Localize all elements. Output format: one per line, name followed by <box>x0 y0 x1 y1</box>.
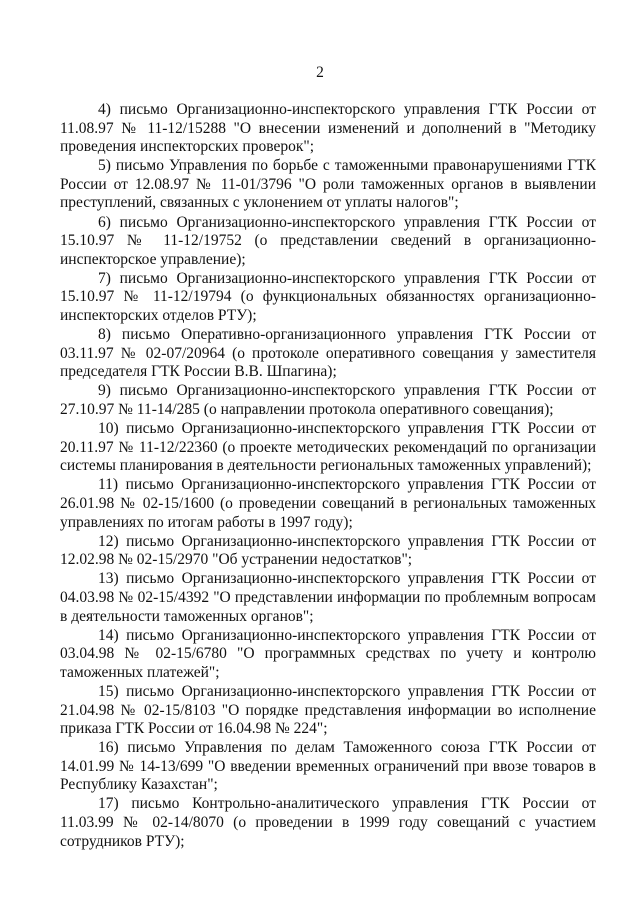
list-item: 10) письмо Организационно-инспекторского управления ГТК России от 20.11.97 № 11-12/22360 (о проекте методических рекомендаций по организации системы планирования в деятельности региональных таможенных управлений); <box>60 420 596 475</box>
list-item: 6) письмо Организационно-инспекторского управления ГТК России от 15.10.97 № 11-12/19752 (о представлении сведений в организационно-инспекторское управление); <box>60 213 596 268</box>
list-item: 8) письмо Оперативно-организационного управления ГТК России от 03.11.97 № 02-07/20964 (о протоколе оперативного совещания у заместителя председателя ГТК России В.В. Шпагина); <box>60 326 596 381</box>
list-item: 11) письмо Организационно-инспекторского управления ГТК России от 26.01.98 № 02-15/1600 (о проведении совещаний в региональных таможенных управлениях по итогам работы в 1997 году); <box>60 476 596 531</box>
list-item: 15) письмо Организационно-инспекторского управления ГТК России от 21.04.98 № 02-15/8103 "О порядке представления информации во исполнение приказа ГТК России от 16.04.98 № 224"; <box>60 682 596 738</box>
list-item: 4) письмо Организационно-инспекторского управления ГТК России от 11.08.97 № 11-12/15288 "О внесении изменений и дополнений в "Методику проведения инспекторских проверок"; <box>60 101 596 156</box>
list-item: 16) письмо Управления по делам Таможенного союза ГТК России от 14.01.99 № 14-13/699 "О введении временных ограничений при ввозе товаров в Республику Казахстан"; <box>60 739 596 794</box>
list-item: 5) письмо Управления по борьбе с таможенными правонарушениями ГТК России от 12.08.97 № 11-01/3796 "О роли таможенных органов в выявлении преступлений, связанных с уклонением от уплаты налогов"; <box>60 157 596 212</box>
list-item: 9) письмо Организационно-инспекторского управления ГТК России от 27.10.97 № 11-14/285 (о направлении протокола оперативного совещания); <box>60 382 596 418</box>
list-item: 14) письмо Организационно-инспекторского управления ГТК России от 03.04.98 № 02-15/6780 "О программных средствах по учету и контролю таможенных платежей"; <box>60 626 596 681</box>
list-item: 12) письмо Организационно-инспекторского управления ГТК России от 12.02.98 № 02-15/2970 "Об устранении недостатков"; <box>60 532 596 569</box>
letters-list <box>60 101 596 852</box>
list-item: 7) письмо Организационно-инспекторского управления ГТК России от 15.10.97 № 11-12/19794 (о функциональных обязанностях организационно-инспекторских отделов РТУ); <box>60 269 596 325</box>
page-number: 2 <box>316 64 324 81</box>
list-item: 17) письмо Контрольно-аналитического управления ГТК России от 11.03.99 № 02-14/8070 (о проведении в 1999 году совещаний с участием сотрудников РТУ); <box>60 795 596 850</box>
list-item: 13) письмо Организационно-инспекторского управления ГТК России от 04.03.98 № 02-15/4392 "О представлении информации по проблемным вопросам в деятельности таможенных органов"; <box>60 570 596 625</box>
